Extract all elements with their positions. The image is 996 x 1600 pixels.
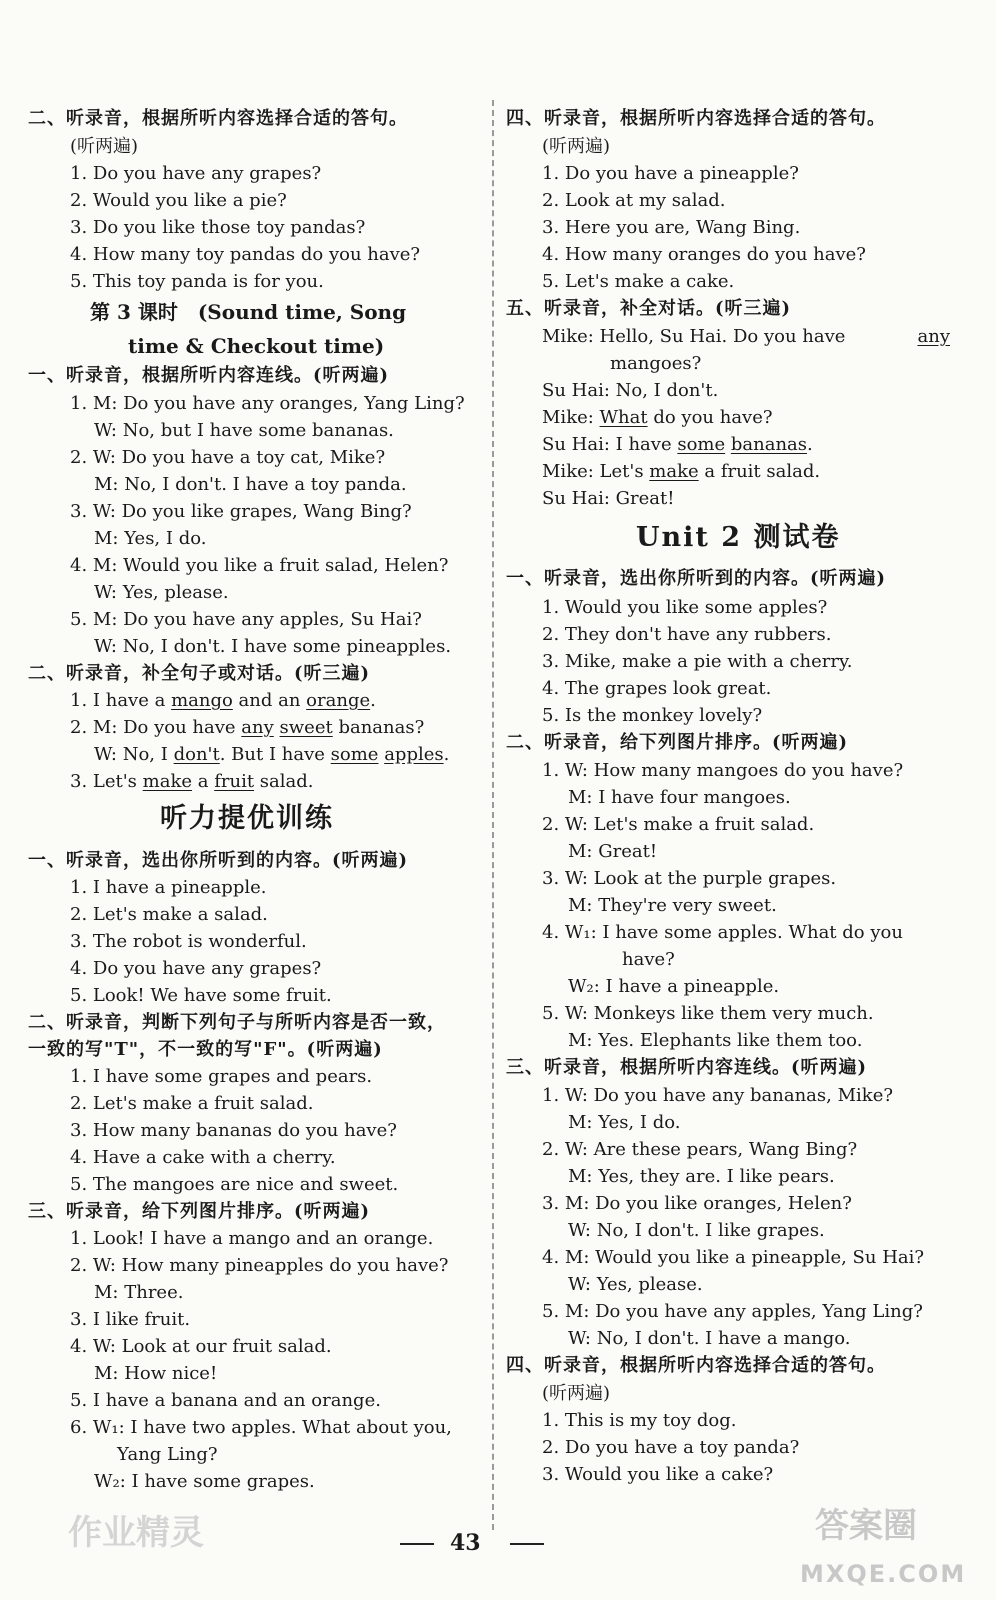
dialogue-line: W₂: I have some grapes. [94, 1471, 315, 1492]
list-item: 2. Look at my salad. [542, 190, 726, 211]
answer: mango [171, 690, 233, 711]
listen-note: (听两遍) [70, 136, 139, 157]
dialogue-line: W: Yes, please. [568, 1274, 703, 1295]
answer: fruit [214, 771, 255, 792]
text: 2. M: Do you have [70, 717, 242, 738]
dialogue-line: 1. W: How many mangoes do you have? [542, 760, 904, 781]
dialogue-line: 4. M: Would you like a pineapple, Su Hai? [542, 1247, 925, 1268]
watermark-logo: 作业精灵 [68, 1513, 204, 1553]
dialogue-line [542, 434, 813, 456]
section-title: 听力提优训练 [160, 803, 334, 834]
dialogue-line: M: They're very sweet. [568, 895, 777, 916]
answer: What [599, 407, 648, 428]
section-heading: 二、听录音，给下列图片排序。(听两遍) [506, 732, 849, 753]
dialogue-line: W: No, I don't. I have some pineapples. [94, 636, 452, 657]
page-number: 43 [450, 1530, 481, 1556]
list-item: 5. I have a banana and an orange. [70, 1390, 381, 1411]
dialogue-line: 4. W₁: I have some apples. What do you [542, 922, 903, 943]
dialogue-line: 1. M: Do you have any oranges, Yang Ling? [70, 393, 465, 414]
dialogue-line: 2. W: Do you have a toy cat, Mike? [70, 447, 386, 468]
dialogue-line: 5. M: Do you have any apples, Yang Ling? [542, 1301, 923, 1322]
fill-blank-line [70, 717, 424, 739]
text: Mike: Hello, Su Hai. Do you have [542, 326, 846, 347]
dialogue-line: 2. W: How many pineapples do you have? [70, 1255, 449, 1276]
section-heading: 二、听录音，根据所听内容选择合适的答句。 [28, 108, 408, 129]
text: . [443, 744, 450, 765]
lesson-title-line2: time & Checkout time) [128, 334, 385, 358]
dialogue-line: M: Yes, they are. I like pears. [568, 1166, 835, 1187]
dialogue-line: 3. W: Look at the purple grapes. [542, 868, 837, 889]
list-item: 2. Let's make a salad. [70, 904, 268, 925]
dialogue-line: W: No, I don't. I have a mango. [568, 1328, 851, 1349]
dialogue-line: 5. W: Monkeys like them very much. [542, 1003, 874, 1024]
dialogue-line: M: Great! [568, 841, 658, 862]
listen-note: (听两遍) [542, 136, 611, 157]
list-item: 3. Do you like those toy pandas? [70, 217, 366, 238]
dialogue-line: 4. W: Look at our fruit salad. [70, 1336, 332, 1357]
watermark-url: MXQE.COM [800, 1560, 967, 1588]
text: a [192, 771, 215, 792]
dialogue-line: M: Yes, I do. [94, 528, 207, 549]
dialogue-line [542, 407, 773, 429]
dialogue-line: have? [622, 949, 675, 970]
list-item: 3. I like fruit. [70, 1309, 191, 1330]
list-item: 3. Here you are, Wang Bing. [542, 217, 801, 238]
text: bananas? [332, 717, 425, 738]
text: W: No, I [94, 744, 174, 765]
dialogue-line [542, 461, 820, 483]
answer: sweet [279, 717, 333, 738]
list-item: 1. This is my toy dog. [542, 1410, 737, 1431]
answer: any [241, 717, 274, 738]
list-item: 3. Would you like a cake? [542, 1464, 774, 1485]
dialogue-line: 3. W: Do you like grapes, Wang Bing? [70, 501, 412, 522]
list-item: 2. Would you like a pie? [70, 190, 287, 211]
list-item: 5. Is the monkey lovely? [542, 705, 763, 726]
text: Mike: Let's [542, 461, 650, 482]
dialogue-line: M: How nice! [94, 1363, 218, 1384]
list-item: 2. Do you have a toy panda? [542, 1437, 800, 1458]
section-heading: 二、听录音，补全句子或对话。(听三遍) [28, 663, 371, 684]
dialogue-line: M: Yes, I do. [568, 1112, 681, 1133]
list-item: 1. Would you like some apples? [542, 597, 828, 618]
listen-note: (听两遍) [542, 1383, 611, 1404]
answer: don't [173, 744, 220, 765]
dialogue-line: Su Hai: No, I don't. [542, 380, 719, 401]
test-title: Unit 2 测试卷 [636, 522, 841, 553]
list-item: 4. Have a cake with a cherry. [70, 1147, 336, 1168]
page-number-dash-left [400, 1543, 434, 1545]
dialogue-line: mangoes? [610, 353, 702, 374]
section-heading: 二、听录音，判断下列句子与所听内容是否一致， [28, 1012, 446, 1033]
list-item: 5. This toy panda is for you. [70, 271, 324, 292]
text: . But I have [219, 744, 331, 765]
text: 3. Let's [70, 771, 143, 792]
list-item: 4. Do you have any grapes? [70, 958, 322, 979]
section-heading: 四、听录音，根据所听内容选择合适的答句。 [506, 1355, 886, 1376]
fill-blank-line [70, 690, 376, 712]
list-item: 5. The mangoes are nice and sweet. [70, 1174, 399, 1195]
list-item: 1. I have a pineapple. [70, 877, 267, 898]
dialogue-line: 2. W: Let's make a fruit salad. [542, 814, 815, 835]
dialogue-line: M: I have four mangoes. [568, 787, 791, 808]
text: . [807, 434, 813, 455]
section-heading-line2: 一致的写"T"，不一致的写"F"。(听两遍) [28, 1039, 383, 1060]
dialogue-line: M: Three. [94, 1282, 184, 1303]
list-item: 2. Let's make a fruit salad. [70, 1093, 314, 1114]
answer: bananas [730, 434, 807, 455]
answer: some [677, 434, 726, 455]
dialogue-line: Yang Ling? [117, 1444, 218, 1465]
dialogue-line: 4. M: Would you like a fruit salad, Helen? [70, 555, 449, 576]
text: . [370, 690, 376, 711]
watermark-logo: 答案圈 [815, 1506, 917, 1546]
text: Su Hai: I have [542, 434, 678, 455]
section-heading: 三、听录音，根据所听内容连线。(听两遍) [506, 1057, 868, 1078]
dialogue-line [542, 326, 950, 348]
list-item: 1. Do you have a pineapple? [542, 163, 799, 184]
dialogue-line: Su Hai: Great! [542, 488, 675, 509]
list-item: 3. The robot is wonderful. [70, 931, 307, 952]
section-heading: 一、听录音，选出你所听到的内容。(听两遍) [28, 850, 409, 871]
list-item: 1. I have some grapes and pears. [70, 1066, 373, 1087]
dialogue-line: 6. W₁: I have two apples. What about you, [70, 1417, 452, 1438]
answer: some [330, 744, 379, 765]
text: 1. I have a [70, 690, 172, 711]
list-item: 1. Look! I have a mango and an orange. [70, 1228, 434, 1249]
text: do you have? [647, 407, 773, 428]
answer: apples [384, 744, 444, 765]
lesson-title: 第 3 课时 (Sound time, Song [90, 300, 407, 324]
answer: make [649, 461, 699, 482]
answer: make [142, 771, 193, 792]
answer: any [917, 326, 950, 347]
section-heading: 三、听录音，给下列图片排序。(听两遍) [28, 1201, 371, 1222]
dialogue-line: M: No, I don't. I have a toy panda. [94, 474, 407, 495]
text: and an [232, 690, 307, 711]
fill-blank-line [70, 771, 314, 793]
text: salad. [254, 771, 314, 792]
dialogue-line: 3. M: Do you like oranges, Helen? [542, 1193, 852, 1214]
list-item: 3. How many bananas do you have? [70, 1120, 397, 1141]
list-item: 2. They don't have any rubbers. [542, 624, 832, 645]
section-heading: 一、听录音，选出你所听到的内容。(听两遍) [506, 568, 887, 589]
list-item: 5. Look! We have some fruit. [70, 985, 332, 1006]
page-number-dash-right [510, 1543, 544, 1545]
list-item: 4. How many oranges do you have? [542, 244, 866, 265]
dialogue-line: W: Yes, please. [94, 582, 229, 603]
text: a fruit salad. [698, 461, 821, 482]
dialogue-line: 1. W: Do you have any bananas, Mike? [542, 1085, 893, 1106]
section-heading: 五、听录音，补全对话。(听三遍) [506, 298, 792, 319]
dialogue-line: W₂: I have a pineapple. [568, 976, 780, 997]
dialogue-line: 2. W: Are these pears, Wang Bing? [542, 1139, 858, 1160]
section-heading: 四、听录音，根据所听内容选择合适的答句。 [506, 108, 886, 129]
list-item: 4. How many toy pandas do you have? [70, 244, 421, 265]
section-heading: 一、听录音，根据所听内容连线。(听两遍) [28, 365, 390, 386]
answer: orange [306, 690, 371, 711]
list-item: 5. Let's make a cake. [542, 271, 735, 292]
dialogue-line: W: No, I don't. I like grapes. [568, 1220, 825, 1241]
list-item: 4. The grapes look great. [542, 678, 772, 699]
fill-blank-line [94, 744, 449, 766]
list-item: 3. Mike, make a pie with a cherry. [542, 651, 853, 672]
dialogue-line: M: Yes. Elephants like them too. [568, 1030, 863, 1051]
text: Mike: [542, 407, 600, 428]
column-divider [492, 100, 494, 1530]
list-item: 1. Do you have any grapes? [70, 163, 322, 184]
dialogue-line: W: No, but I have some bananas. [94, 420, 394, 441]
dialogue-line: 5. M: Do you have any apples, Su Hai? [70, 609, 422, 630]
